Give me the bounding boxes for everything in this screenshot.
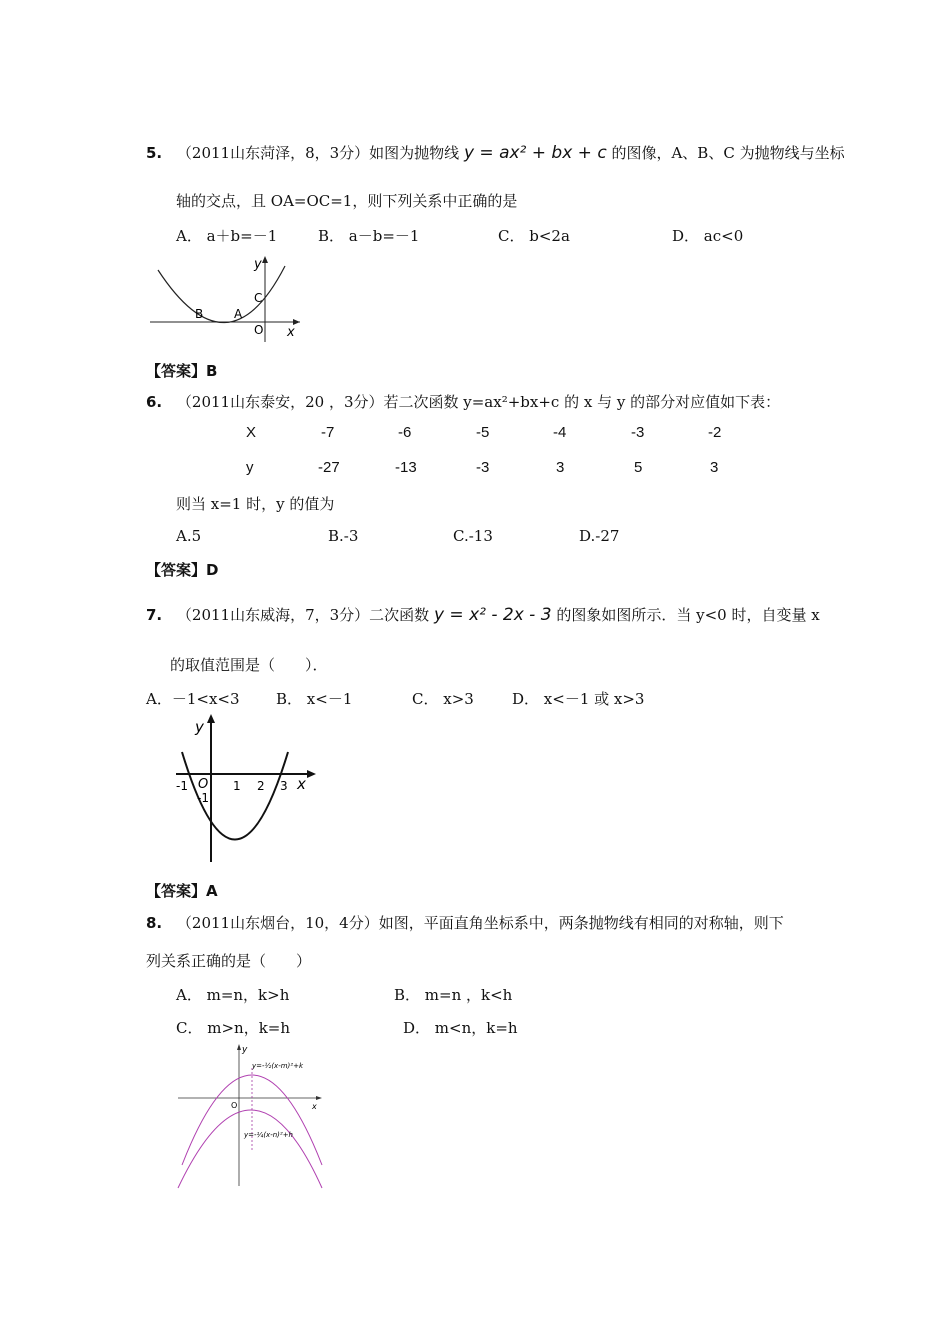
q6-number: 6.: [146, 393, 163, 411]
q8-option-a: A． m=n，k>h: [176, 986, 290, 1004]
q6-table-x-cell: -4: [553, 424, 567, 441]
q8-label-x: x: [312, 1102, 317, 1111]
q7-label-x: x: [297, 775, 306, 793]
q6-option-d: D.-27: [579, 527, 620, 545]
q8-equation-lower: y=-¼(x-n)²+h: [244, 1131, 293, 1139]
q8-option-b: B． m=n ，k<h: [394, 986, 513, 1004]
q7-tick-1: 1: [233, 779, 241, 793]
q5-option-d: D． ac<0: [672, 227, 744, 245]
q7-option-c: C． x>3: [412, 690, 474, 708]
q6-table-y-label: y: [246, 459, 254, 476]
q5-line1: [146, 142, 845, 163]
q5-equation: y = ax² + bx + c: [463, 143, 607, 163]
q7-option-b: B． x<－1: [276, 690, 353, 708]
q5-option-c: C． b<2a: [498, 227, 570, 245]
q6-line1: [146, 391, 780, 412]
q7-label-o: O: [198, 777, 209, 792]
q5-label-o: O: [254, 323, 264, 337]
q7-tick-3: 3: [280, 779, 288, 793]
q6-table-y-cell: -3: [476, 459, 490, 476]
q7-source: （2011山东威海，7，3分）二次函数: [176, 606, 430, 624]
q8-parabola-lower: [178, 1110, 322, 1188]
q5-option-a: A． a＋b=－1: [176, 227, 278, 245]
q7-number: 7.: [146, 606, 163, 624]
q5-label-c: C: [254, 291, 263, 305]
q5-label-a: A: [234, 307, 243, 321]
q7-option-a: A．－1<x<3: [146, 690, 240, 708]
q7-equation: y = x² - 2x - 3: [433, 605, 552, 625]
q6-table-y-cell: -13: [395, 459, 417, 476]
q6-table-x-cell: -5: [476, 424, 490, 441]
q5-label-b: B: [195, 307, 204, 321]
q7-tick-minus1-y: -1: [197, 791, 209, 805]
q7-option-d: D． x<－1 或 x>3: [512, 690, 645, 708]
q6-option-c: C.-13: [453, 527, 493, 545]
q7-line2: 的取值范围是（ ）．: [170, 656, 328, 674]
q7-label-y: y: [195, 718, 204, 736]
q8-label-o: O: [231, 1101, 238, 1110]
q6-option-a: A.5: [176, 527, 202, 545]
q5-line2: 轴的交点，且 OA=OC=1，则下列关系中正确的是: [176, 192, 518, 210]
q7-figure: [168, 712, 323, 867]
q6-table-x-cell: -3: [631, 424, 645, 441]
q6-table-y-cell: -27: [318, 459, 340, 476]
q5-label-y: y: [254, 257, 262, 272]
q7-y-arrow-icon: [207, 714, 215, 723]
q5-source: （2011山东菏泽，8，3分）如图为抛物线: [176, 144, 460, 162]
q6-table-x-label: X: [246, 424, 257, 441]
q6-text: （2011山东泰安，20 ，3分）若二次函数 y=ax²+bx+c 的 x 与 y 的部分对应值如下表：: [176, 393, 781, 411]
q8-equation-upper: y=-½(x-m)²+k: [252, 1062, 303, 1070]
q6-table-y-cell: 5: [634, 459, 643, 476]
q8-label-y: y: [242, 1045, 248, 1055]
q8-number: 8.: [146, 914, 163, 932]
q8-option-c: C． m>n，k=h: [176, 1019, 291, 1037]
q5-option-b: B． a－b=－1: [318, 227, 420, 245]
q8-line1: [146, 912, 784, 933]
q8-y-arrow-icon: [237, 1044, 241, 1050]
q7-x-arrow-icon: [307, 770, 316, 778]
q7-tick-minus1: -1: [176, 779, 188, 793]
q6-answer: 【答案】D: [146, 561, 219, 579]
q7-tail: 的图象如图所示．当 y<0 时，自变量 x: [556, 606, 820, 624]
q8-source: （2011山东烟台，10，4分）如图，平面直角坐标系中，两条抛物线有相同的对称轴，则下: [176, 914, 784, 932]
q5-y-arrow-icon: [262, 256, 268, 263]
q5-tail: 的图像，A、B、C 为抛物线与坐标: [611, 144, 845, 162]
q6-table-x-cell: -2: [708, 424, 722, 441]
q7-line1: [146, 604, 820, 625]
q5-label-x: x: [287, 325, 295, 340]
q8-line2: 列关系正确的是（ ）: [146, 952, 312, 970]
q5-number: 5.: [146, 144, 163, 162]
q7-tick-2: 2: [257, 779, 265, 793]
q8-figure: [172, 1040, 330, 1192]
q5-parabola: [158, 266, 285, 323]
q8-option-d: D． m<n，k=h: [403, 1019, 518, 1037]
q5-answer: 【答案】B: [146, 362, 218, 380]
q6-option-b: B.-3: [328, 527, 359, 545]
q6-table-x-cell: -7: [321, 424, 335, 441]
q8-x-arrow-icon: [316, 1096, 322, 1100]
q6-question: 则当 x=1 时，y 的值为: [176, 495, 335, 513]
q6-table-x-cell: -6: [398, 424, 412, 441]
q6-table-y-cell: 3: [556, 459, 565, 476]
q7-answer: 【答案】A: [146, 882, 218, 900]
q6-table-y-cell: 3: [710, 459, 719, 476]
q5-figure: [140, 252, 310, 347]
